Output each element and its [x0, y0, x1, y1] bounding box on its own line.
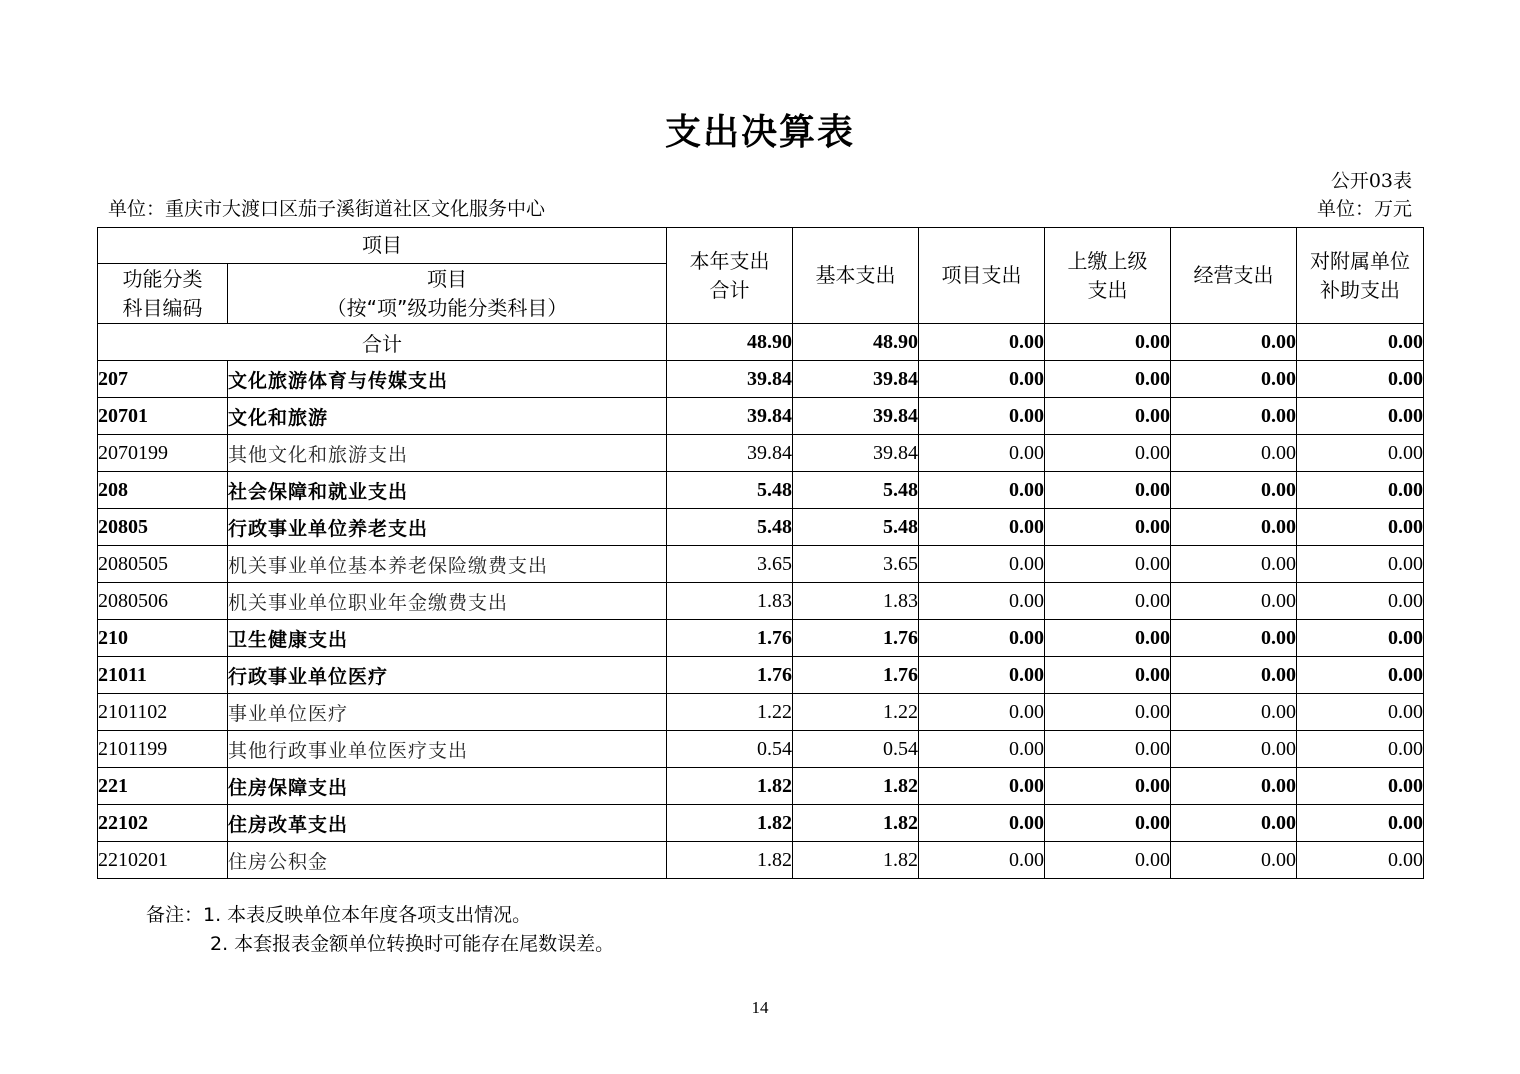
row-code: 20805 [98, 509, 228, 546]
row-name: 其他文化和旅游支出 [228, 435, 667, 472]
table-row [98, 620, 1424, 657]
row-value: 1.82 [793, 805, 919, 842]
row-value: 0.00 [1171, 842, 1297, 879]
total-label: 合计 [98, 324, 667, 361]
row-value: 0.00 [1045, 657, 1171, 694]
row-value: 0.00 [1171, 361, 1297, 398]
table-row [98, 768, 1424, 805]
row-value: 39.84 [667, 398, 793, 435]
row-value: 0.00 [1297, 731, 1424, 768]
row-code: 2101102 [98, 694, 228, 731]
table-row [98, 361, 1424, 398]
row-value: 0.00 [1171, 435, 1297, 472]
row-name: 文化和旅游 [228, 398, 667, 435]
row-name: 事业单位医疗 [228, 694, 667, 731]
row-value: 0.00 [919, 805, 1045, 842]
total-value: 48.90 [667, 324, 793, 361]
row-code: 208 [98, 472, 228, 509]
row-value: 0.54 [793, 731, 919, 768]
row-value: 1.82 [667, 768, 793, 805]
row-value: 1.83 [793, 583, 919, 620]
header-upper-remittance: 上缴上级 支出 [1045, 228, 1171, 324]
row-value: 1.82 [667, 805, 793, 842]
row-value: 0.00 [1045, 694, 1171, 731]
row-value: 1.22 [793, 694, 919, 731]
header-project-expenditure: 项目支出 [919, 228, 1045, 324]
row-value: 0.00 [1045, 768, 1171, 805]
row-code: 221 [98, 768, 228, 805]
row-value: 0.00 [1297, 435, 1424, 472]
row-value: 0.00 [919, 694, 1045, 731]
row-value: 0.00 [1045, 583, 1171, 620]
row-value: 0.00 [919, 842, 1045, 879]
row-value: 1.22 [667, 694, 793, 731]
row-name: 文化旅游体育与传媒支出 [228, 361, 667, 398]
row-value: 0.00 [1171, 731, 1297, 768]
row-value: 39.84 [667, 361, 793, 398]
table-row [98, 805, 1424, 842]
row-code: 21011 [98, 657, 228, 694]
row-code: 210 [98, 620, 228, 657]
total-value: 0.00 [919, 324, 1045, 361]
row-value: 0.00 [1297, 398, 1424, 435]
row-value: 0.00 [1297, 768, 1424, 805]
row-value: 0.00 [1171, 546, 1297, 583]
row-value: 0.00 [1297, 842, 1424, 879]
row-value: 0.00 [1045, 361, 1171, 398]
row-value: 0.00 [1045, 731, 1171, 768]
row-name: 卫生健康支出 [228, 620, 667, 657]
row-value: 5.48 [667, 472, 793, 509]
header-basic-expenditure: 基本支出 [793, 228, 919, 324]
row-code: 2210201 [98, 842, 228, 879]
row-value: 0.00 [1045, 620, 1171, 657]
row-value: 39.84 [793, 398, 919, 435]
table-row [98, 546, 1424, 583]
notes [146, 901, 614, 959]
table-row [98, 435, 1424, 472]
row-value: 0.00 [1171, 620, 1297, 657]
row-value: 0.00 [1297, 620, 1424, 657]
row-value: 1.82 [793, 842, 919, 879]
total-row [98, 324, 1424, 361]
note-1: 备注：1. 本表反映单位本年度各项支出情况。 [146, 904, 532, 926]
row-value: 1.76 [667, 620, 793, 657]
row-value: 3.65 [667, 546, 793, 583]
total-value: 0.00 [1297, 324, 1424, 361]
row-value: 0.00 [919, 731, 1045, 768]
row-value: 0.00 [919, 583, 1045, 620]
row-value: 0.00 [1045, 805, 1171, 842]
row-value: 0.00 [1045, 435, 1171, 472]
row-value: 0.00 [1171, 509, 1297, 546]
row-value: 0.00 [1297, 694, 1424, 731]
currency-unit: 单位：万元 [1316, 198, 1412, 220]
row-value: 0.00 [1045, 509, 1171, 546]
note-2: 2. 本套报表金额单位转换时可能存在尾数误差。 [210, 933, 615, 955]
row-value: 0.00 [1171, 583, 1297, 620]
row-value: 1.76 [667, 657, 793, 694]
row-value: 0.00 [919, 361, 1045, 398]
row-value: 5.48 [667, 509, 793, 546]
table-body [98, 324, 1424, 879]
row-code: 2070199 [98, 435, 228, 472]
row-code: 2080506 [98, 583, 228, 620]
row-value: 1.82 [793, 768, 919, 805]
table-header [98, 228, 1424, 324]
row-value: 0.00 [919, 435, 1045, 472]
expenditure-table [97, 227, 1424, 879]
header-project: 项目 [98, 228, 667, 264]
row-value: 0.00 [1297, 546, 1424, 583]
row-value: 1.83 [667, 583, 793, 620]
row-name: 行政事业单位养老支出 [228, 509, 667, 546]
table-row [98, 583, 1424, 620]
row-value: 1.76 [793, 657, 919, 694]
form-number: 公开03表 [1330, 170, 1412, 192]
row-code: 2101199 [98, 731, 228, 768]
row-value: 0.00 [919, 509, 1045, 546]
row-value: 1.76 [793, 620, 919, 657]
total-value: 0.00 [1045, 324, 1171, 361]
row-value: 0.00 [919, 620, 1045, 657]
row-name: 行政事业单位医疗 [228, 657, 667, 694]
row-value: 5.48 [793, 509, 919, 546]
row-value: 0.00 [1297, 509, 1424, 546]
row-value: 0.00 [1297, 361, 1424, 398]
row-value: 0.00 [1171, 805, 1297, 842]
row-value: 0.00 [919, 546, 1045, 583]
row-value: 3.65 [793, 546, 919, 583]
header-function-code: 功能分类 科目编码 [98, 264, 228, 324]
page-number: 14 [751, 998, 769, 1017]
row-value: 39.84 [793, 361, 919, 398]
row-value: 0.00 [1171, 694, 1297, 731]
row-name: 机关事业单位基本养老保险缴费支出 [228, 546, 667, 583]
row-value: 0.00 [1045, 842, 1171, 879]
row-name: 住房改革支出 [228, 805, 667, 842]
table-row [98, 472, 1424, 509]
header-project-item: 项目 （按“项”级功能分类科目） [228, 264, 667, 324]
row-value: 0.00 [1045, 546, 1171, 583]
row-value: 0.00 [1297, 583, 1424, 620]
row-value: 0.00 [919, 398, 1045, 435]
table-row [98, 731, 1424, 768]
total-value: 48.90 [793, 324, 919, 361]
total-value: 0.00 [1171, 324, 1297, 361]
row-code: 2080505 [98, 546, 228, 583]
row-name: 机关事业单位职业年金缴费支出 [228, 583, 667, 620]
row-value: 0.00 [1171, 768, 1297, 805]
row-value: 39.84 [667, 435, 793, 472]
row-value: 1.82 [667, 842, 793, 879]
row-value: 5.48 [793, 472, 919, 509]
row-name: 社会保障和就业支出 [228, 472, 667, 509]
row-value: 0.00 [1045, 472, 1171, 509]
row-value: 0.00 [1297, 472, 1424, 509]
row-value: 0.00 [919, 472, 1045, 509]
page-title: 支出决算表 [664, 112, 855, 153]
header-subsidy-expenditure: 对附属单位 补助支出 [1297, 228, 1424, 324]
row-value: 0.00 [1171, 472, 1297, 509]
row-value: 0.00 [1171, 398, 1297, 435]
row-name: 住房公积金 [228, 842, 667, 879]
row-value: 39.84 [793, 435, 919, 472]
reporting-unit: 单位：重庆市大渡口区茄子溪街道社区文化服务中心 [108, 198, 546, 220]
row-value: 0.00 [1297, 657, 1424, 694]
table-row [98, 694, 1424, 731]
table-row [98, 657, 1424, 694]
table-row [98, 509, 1424, 546]
row-value: 0.00 [1045, 398, 1171, 435]
table-row [98, 398, 1424, 435]
row-value: 0.00 [1171, 657, 1297, 694]
row-code: 22102 [98, 805, 228, 842]
row-code: 207 [98, 361, 228, 398]
row-value: 0.00 [919, 768, 1045, 805]
row-value: 0.54 [667, 731, 793, 768]
table-row [98, 842, 1424, 879]
row-name: 其他行政事业单位医疗支出 [228, 731, 667, 768]
row-value: 0.00 [919, 657, 1045, 694]
header-operating-expenditure: 经营支出 [1171, 228, 1297, 324]
header-total-expenditure: 本年支出 合计 [667, 228, 793, 324]
row-value: 0.00 [1297, 805, 1424, 842]
row-name: 住房保障支出 [228, 768, 667, 805]
row-code: 20701 [98, 398, 228, 435]
